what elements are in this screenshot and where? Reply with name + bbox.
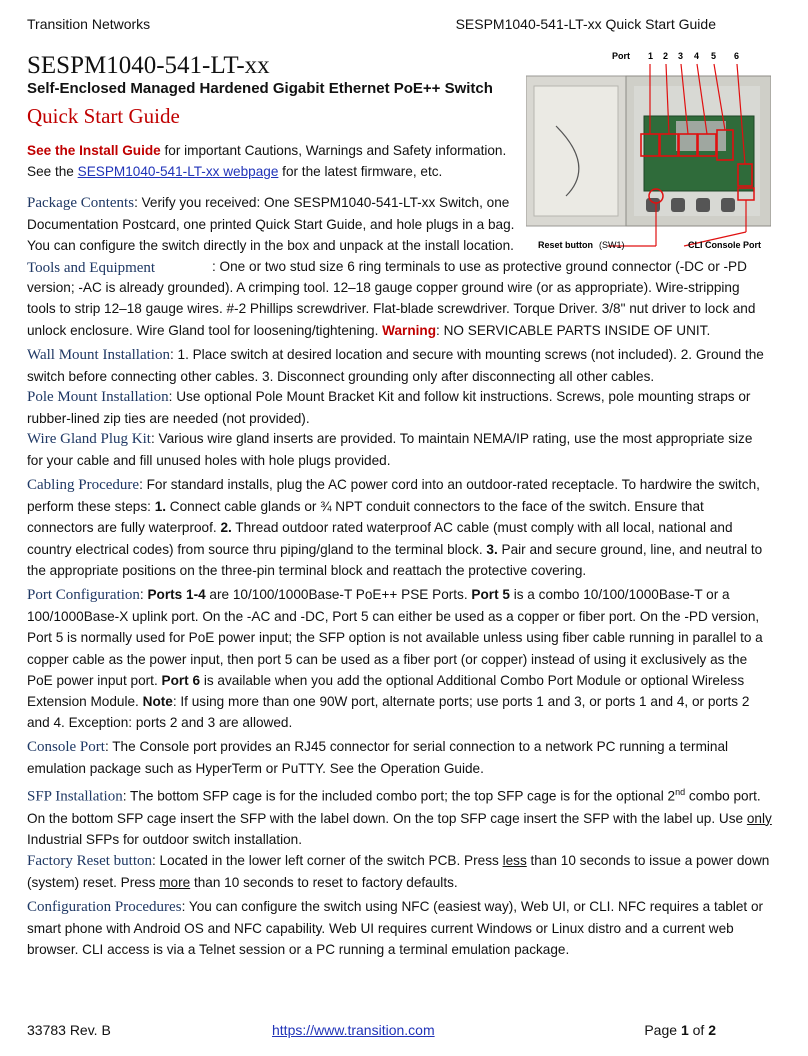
sfp-heading: SFP Installation [27, 788, 123, 805]
config-section: Configuration Procedures: You can configure the switch using NFC (easiest way), Web UI, or CLI. NFC requires a tablet or smart phone with Android OS and NFC capability. Web UI requires current Windows or Linux distro and a current web browser. CLI access is via a Telnet session or a PC running a terminal emulation package. [27, 899, 764, 958]
reset-label: Reset button [538, 240, 593, 250]
reset-sub-label: (SW1) [599, 240, 625, 250]
document-title: SESPM1040-541-LT-xx [27, 52, 270, 79]
port-num-5: 5 [711, 51, 717, 61]
quick-start-heading: Quick Start Guide [27, 104, 180, 128]
config-heading: Configuration Procedures [27, 899, 182, 915]
sfp-section: SFP Installation: The bottom SFP cage is for the included combo port; the top SFP cage is for the optional 2nd combo port. On the bottom SFP cage insert the SFP with the label down. On the top SFP cage insert the SFP with the label up. Use only Industrial SFPs for outdoor switch installation. [27, 787, 772, 847]
package-and-tools: Package Contents: Verify you received: One SESPM1040-541-LT-xx Switch, one Documentation Postcard, one printed Quick Start Guide, and hole plugs in a bag. You can configure the switch directly in the box and unpack at the install location. Tools and Equipment [27, 195, 515, 276]
cli-label: CLI Console Port [688, 240, 762, 250]
warning-label: Warning [382, 322, 437, 338]
cabling-heading: Cabling Procedure [27, 477, 140, 493]
tools-paragraph: : One or two stud size 6 ring terminals to use as protective ground connector (-DC or -PD version; -AC is already grounded). A crimping tool. 12–18 gauge copper ground wire (or as appropriate). Wire-stripping tools to strip 12–18 gauge wires. #-2 Phillips screwdriver. Flat-blade screwdriver. Torque Driver. 3/8" nut driver to lock and unlock enclosure. Wire Gland tool for loosening/tightening. Warning: NO SERVICABLE PARTS INSIDE OF UNIT. [27, 259, 756, 338]
port-label: Port [612, 51, 630, 61]
footer-left: 33783 Rev. B [27, 1022, 111, 1038]
wall-heading: Wall Mount Installation [27, 347, 170, 363]
port-num-1: 1 [648, 51, 654, 61]
header-left: Transition Networks [27, 16, 151, 32]
ports-heading: Port Configuration [27, 587, 140, 603]
document-subtitle: Self-Enclosed Managed Hardened Gigabit Ethernet PoE++ Switch [27, 80, 493, 97]
console-heading: Console Port [27, 739, 105, 755]
port-num-2: 2 [663, 51, 669, 61]
reset-heading: Factory Reset button [27, 853, 152, 869]
gland-heading: Wire Gland Plug Kit [27, 431, 151, 447]
wire-gland-section: Wire Gland Plug Kit: Various wire gland inserts are provided. To maintain NEMA/IP rating, use the most appropriate size for your cable and fill unused holes with hole plugs provided. [27, 431, 753, 469]
port-num-3: 3 [678, 51, 684, 61]
package-heading: Package Contents [27, 195, 135, 211]
wall-mount-section: Wall Mount Installation: 1. Place switch at desired location and secure with mounting screws (not included). 2. Ground the switch before connecting other cables. 3. Disconnect grounding only after disconnecting all other cables. [27, 347, 764, 385]
intro-paragraph: See the Install Guide for important Cautions, Warnings and Safety information. See the SESPM1040-541-LT-xx webpage for the latest firmware, etc. [27, 143, 507, 179]
install-guide-link[interactable]: See the Install Guide [27, 143, 161, 158]
port-num-6: 6 [734, 51, 740, 61]
cabling-section: Cabling Procedure: For standard installs, plug the AC power cord into an outdoor-rated receptacle. To hardwire the switch, perform these steps: 1. Connect cable glands or ¾ NPT conduit connectors to the face of the switch. Ensure that connectors are fully waterproof. 2. Thread outdoor rated waterproof AC cable (must comply with all local, national and country electrical codes) from source thru piping/gland to the terminal block. 3. Pair and secure ground, line, and neutral to the appropriate positions on the three-pin terminal block and reattach the protective covering. [27, 477, 763, 578]
header-right: SESPM1040-541-LT-xx Quick Start Guide [455, 16, 716, 32]
switch-photo [526, 46, 771, 256]
webpage-link[interactable]: SESPM1040-541-LT-xx webpage [77, 164, 279, 179]
console-section: Console Port: The Console port provides an RJ45 connector for serial connection to a network PC running a terminal emulation package such as HyperTerm or PuTTY. See the Operation Guide. [27, 739, 729, 777]
switch-photo-svg [526, 46, 771, 256]
footer-link[interactable]: https://www.transition.com [272, 1022, 435, 1038]
pole-mount-section: Pole Mount Installation: Use optional Pole Mount Bracket Kit and follow kit instructions. Screws, pole mounting straps or rubber-lined zip ties are needed (not provided). [27, 389, 751, 427]
port-num-4: 4 [694, 51, 700, 61]
pole-heading: Pole Mount Installation [27, 389, 169, 405]
reset-section: Factory Reset button: Located in the lower left corner of the switch PCB. Press less than 10 seconds to issue a power down (system) reset. Press more than 10 seconds to reset to factory defaults. [27, 853, 770, 891]
port-config-section: Port Configuration: Ports 1-4 are 10/100/1000Base-T PoE++ PSE Ports. Port 5 is a combo 10/100/1000Base-T or a 100/1000Base-X uplink port. On the -AC and -DC, Port 5 can either be used as a copper or fiber port. On the -PD version, Port 5 is normally used for PoE power input; the SFP option is not available unless using fiber cable running in parallel to a copper cable as the power input, then port 5 can be used as a fiber port (or copper) instead of using it exclusively as the PoE power input port. Port 6 is available when you add the optional Additional Combo Port Module or optional Wireless Extension Module. Note: If using more than one 90W port, alternate ports; use ports 1 and 3, or ports 1 and 4, or ports 2 and 4. Exception: ports 2 and 3 are allowed. [27, 587, 763, 731]
page-number: Page 1 of 2 [644, 1022, 716, 1038]
tools-heading: Tools and Equipment [27, 259, 156, 276]
